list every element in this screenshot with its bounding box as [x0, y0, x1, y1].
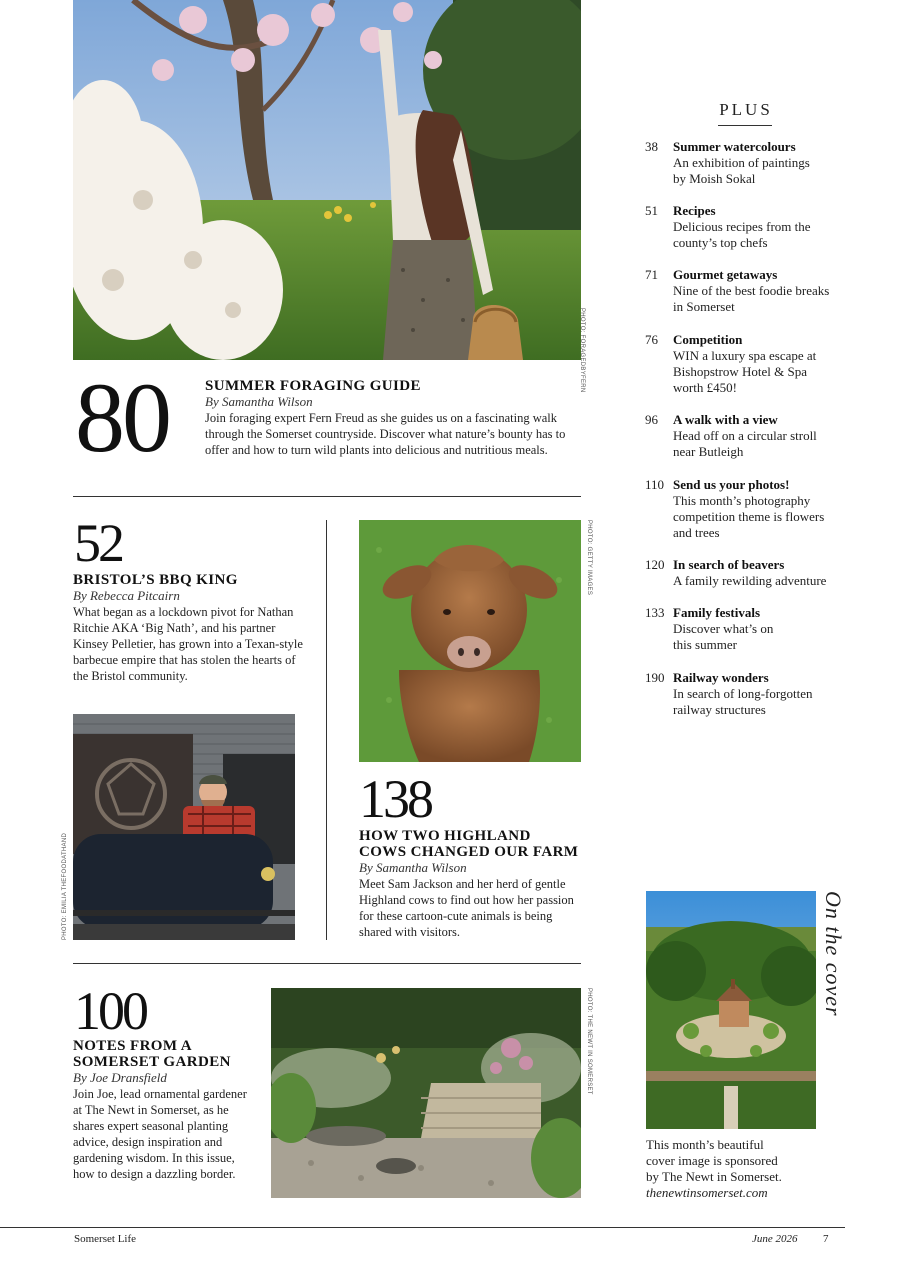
plus-item-gourmet-getaways[interactable] [645, 267, 855, 315]
cover-caption-line3: by The Newt in Somerset. [646, 1169, 782, 1184]
footer-magazine-name: Somerset Life [74, 1233, 137, 1245]
plus-item-family-festivals[interactable] [645, 605, 855, 653]
bbq-page-number: 52 [74, 513, 122, 573]
plus-item-desc: Head off on a circular stroll near Butleigh [673, 428, 817, 459]
plus-item-page: 51 [645, 203, 658, 218]
plus-item-page: 38 [645, 139, 658, 154]
plus-heading: PLUS [719, 100, 773, 119]
footer-issue-date: June 2026 [752, 1233, 798, 1245]
plus-item-desc: Nine of the best foodie breaks in Somerset [673, 283, 830, 314]
footer-rule [0, 1227, 845, 1228]
foraging-title: SUMMER FORAGING GUIDE [205, 378, 421, 394]
bbq-photo-credit: PHOTO: EMILIA THEFOODATHAND [62, 832, 68, 940]
column-divider [326, 520, 327, 940]
plus-item-desc: In search of long-forgotten railway structures [673, 686, 813, 717]
cows-byline: By Samantha Wilson [359, 860, 467, 875]
plus-item-send-photos[interactable] [645, 477, 855, 541]
plus-item-desc: An exhibition of paintings by Moish Sokal [673, 155, 810, 186]
cow-photo [359, 520, 581, 762]
plus-item-title: Railway wonders [673, 670, 769, 685]
plus-item-title: Recipes [673, 203, 716, 218]
plus-item-walk-with-a-view[interactable] [645, 412, 855, 460]
plus-item-title: Competition [673, 332, 743, 347]
plus-item-title: Send us your photos! [673, 477, 790, 492]
bbq-photo [73, 714, 295, 940]
foraging-photo-credit: PHOTO: FORAGEDBYFERN [579, 308, 585, 393]
plus-item-summer-watercolours[interactable] [645, 139, 855, 187]
garden-body: Join Joe, lead ornamental gardener at The Newt in Somerset, as he shares expert seasonal planting advice, design inspiration and gardening wisdom. In this issue, how to design a dazzling border. [73, 1087, 247, 1181]
cover-caption [646, 1137, 846, 1201]
plus-item-page: 120 [645, 557, 665, 572]
garden-photo [271, 988, 581, 1198]
plus-item-desc: A family rewilding adventure [673, 573, 827, 588]
plus-item-title: In search of beavers [673, 557, 785, 572]
foraging-byline: By Samantha Wilson [205, 394, 313, 409]
plus-item-page: 76 [645, 332, 658, 347]
cows-body: Meet Sam Jackson and her herd of gentle Highland cows to find out how her passion for these cartoon-cute animals is being shared with visitors. [359, 877, 574, 939]
plus-item-title: Gourmet getaways [673, 267, 778, 282]
cover-caption-line2: cover image is sponsored [646, 1153, 778, 1168]
plus-item-beavers[interactable] [645, 557, 855, 589]
plus-item-title: A walk with a view [673, 412, 778, 427]
footer-issue-and-page [752, 1233, 829, 1245]
cover-photo [646, 891, 816, 1129]
plus-item-page: 71 [645, 267, 658, 282]
bbq-text-block [73, 572, 303, 684]
section-divider [73, 496, 581, 497]
cover-caption-line1: This month’s beautiful [646, 1137, 764, 1152]
plus-heading-underline [718, 125, 772, 126]
garden-byline: By Joe Dransfield [73, 1070, 167, 1085]
plus-item-competition[interactable] [645, 332, 855, 396]
cows-title-line2: COWS CHANGED OUR FARM [359, 844, 579, 860]
plus-item-page: 110 [645, 477, 665, 492]
plus-item-railway-wonders[interactable] [645, 670, 855, 718]
cows-title-line1: HOW TWO HIGHLAND [359, 828, 531, 844]
foraging-photo [73, 0, 581, 360]
foraging-page-number: 80 [75, 362, 169, 473]
plus-item-title: Family festivals [673, 605, 761, 620]
plus-item-desc: This month’s photography competition theme is flowers and trees [673, 493, 825, 540]
plus-item-page: 96 [645, 412, 658, 427]
cover-heading: On the cover [821, 891, 846, 1017]
cow-photo-credit: PHOTO: GETTY IMAGES [586, 520, 592, 596]
garden-photo-credit: PHOTO: THE NEWT IN SOMERSET [586, 988, 592, 1095]
garden-text-block [73, 1038, 258, 1182]
plus-item-recipes[interactable] [645, 203, 855, 251]
garden-page-number: 100 [74, 981, 146, 1041]
cows-page-number: 138 [359, 769, 431, 829]
bbq-byline: By Rebecca Pitcairn [73, 588, 180, 603]
plus-item-desc: Delicious recipes from the county’s top chefs [673, 219, 811, 250]
bbq-body: What began as a lockdown pivot for Nathan Ritchie AKA ‘Big Nath’, and his partner Kinsey Pelletier, has grown into a Texan-style barbecue empire that has stolen the hearts of the Bristol community. [73, 605, 303, 683]
bbq-title: BRISTOL’S BBQ KING [73, 572, 238, 588]
foraging-body: Join foraging expert Fern Freud as she guides us on a fascinating walk through the Somerset countryside. Discover what nature’s bounty has to offer and how to turn wild plants into delicious and nutritious meals. [205, 411, 566, 457]
plus-item-desc: Discover what’s on this summer [673, 621, 774, 652]
cover-url-link[interactable]: thenewtinsomerset.com [646, 1185, 768, 1200]
garden-title-line2: SOMERSET GARDEN [73, 1054, 231, 1070]
plus-item-desc: WIN a luxury spa escape at Bishopstrow Hotel & Spa worth £450! [673, 348, 817, 395]
plus-item-title: Summer watercolours [673, 139, 796, 154]
plus-item-page: 190 [645, 670, 665, 685]
plus-item-page: 133 [645, 605, 665, 620]
cows-text-block [359, 828, 584, 940]
garden-title-line1: NOTES FROM A [73, 1038, 192, 1054]
footer-page-number: 7 [823, 1233, 829, 1245]
section-divider-2 [73, 963, 581, 964]
foraging-text-block [205, 378, 580, 458]
